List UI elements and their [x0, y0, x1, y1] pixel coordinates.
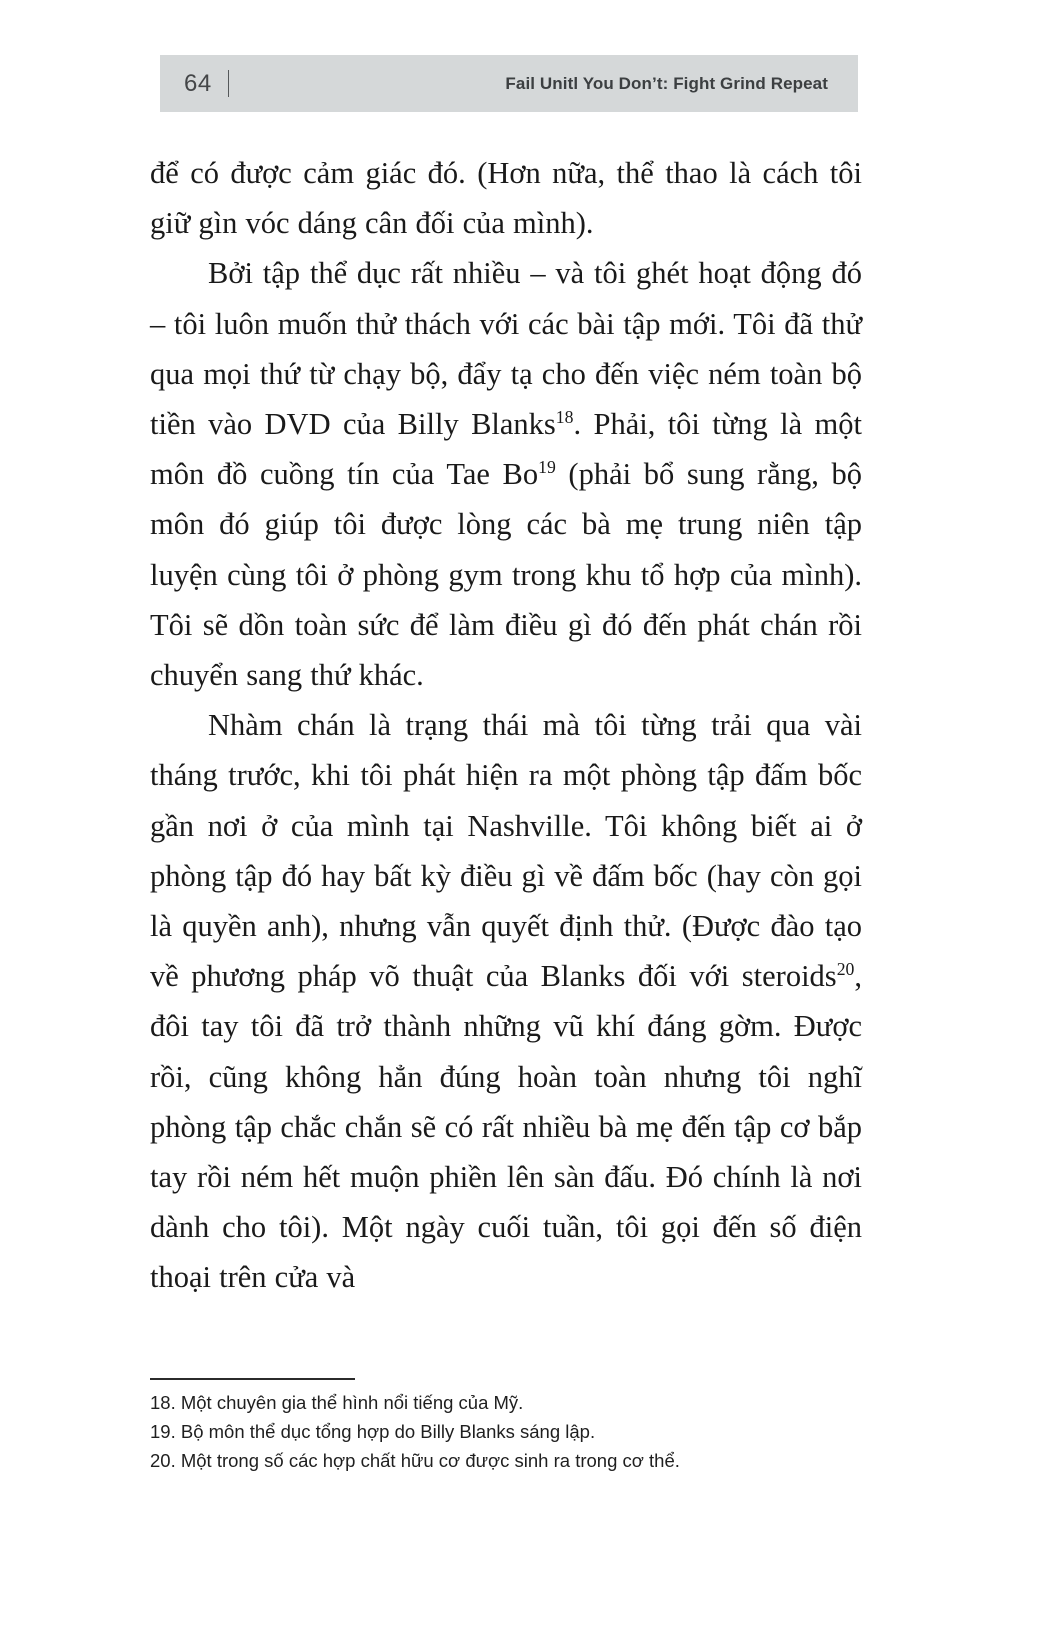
text-column	[150, 148, 862, 1303]
footnote-19: 19. Bộ môn thể dục tổng hợp do Billy Blanks sáng lập.	[150, 1421, 596, 1442]
paragraph-2-segment-1: Bởi tập thể dục rất nhiều – và tôi ghét hoạt động đó – tôi luôn muốn thử thách với các bài tập mới. Tôi đã thử qua mọi thứ từ chạy bộ, đẩy tạ cho đến việc ném toàn bộ tiền vào DVD của Billy Blanks	[150, 256, 862, 442]
footnote-ref-18[interactable]: 18	[555, 406, 574, 427]
book-title: Fail Unitl You Don’t: Fight Grind Repeat	[505, 73, 828, 93]
folio-separator-rule	[228, 70, 229, 97]
footnote-18: 18. Một chuyên gia thể hình nổi tiếng của Mỹ.	[150, 1392, 524, 1413]
footnote-ref-20[interactable]: 20	[836, 959, 855, 980]
footnote-20: 20. Một trong số các hợp chất hữu cơ được sinh ra trong cơ thể.	[150, 1450, 680, 1471]
footnote-separator-rule	[150, 1378, 355, 1380]
paragraph-3-segment-2: , đôi tay tôi đã trở thành những vũ khí đáng gờm. Được rồi, cũng không hẳn đúng hoàn toàn nhưng tôi nghĩ phòng tập chắc chắn sẽ có rất nhiều bà mẹ đến tập cơ bắp tay rồi ném hết muộn phiền lên sàn đấu. Đó chính là nơi dành cho tôi). Một ngày cuối tuần, tôi gọi đến số điện thoại trên cửa và	[150, 959, 862, 1295]
paragraph-3-segment-1: Nhàm chán là trạng thái mà tôi từng trải qua vài tháng trước, khi tôi phát hiện ra một phòng tập đấm bốc gần nơi ở của mình tại Nashville. Tôi không biết ai ở phòng tập đó hay bất kỳ điều gì về đấm bốc (hay còn gọi là quyền anh), nhưng vẫn quyết định thử. (Được đào tạo về phương pháp võ thuật của Blanks đối với steroids	[150, 708, 862, 994]
footnote-area	[150, 1378, 862, 1475]
paragraph-2-segment-3: (phải bổ sung rằng, bộ môn đó giúp tôi được lòng các bà mẹ trung niên tập luyện cùng tôi ở phòng gym trong khu tổ hợp của mình). Tôi sẽ dồn toàn sức để làm điều gì đó đến phát chán rồi chuyển sang thứ khác.	[150, 457, 862, 693]
footnote-ref-19[interactable]: 19	[538, 457, 556, 478]
page-folio	[184, 70, 229, 98]
paragraph-1: để có được cảm giác đó. (Hơn nữa, thể thao là cách tôi giữ gìn vóc dáng cân đối của mình).	[150, 156, 862, 241]
page-number: 64	[184, 69, 212, 97]
paragraph-3	[150, 700, 862, 1302]
running-header	[160, 55, 858, 112]
paragraph-2	[150, 248, 862, 700]
paragraph-2-segment-2: . Phải, tôi từng là một môn đồ cuồng tín của Tae Bo	[150, 407, 862, 492]
